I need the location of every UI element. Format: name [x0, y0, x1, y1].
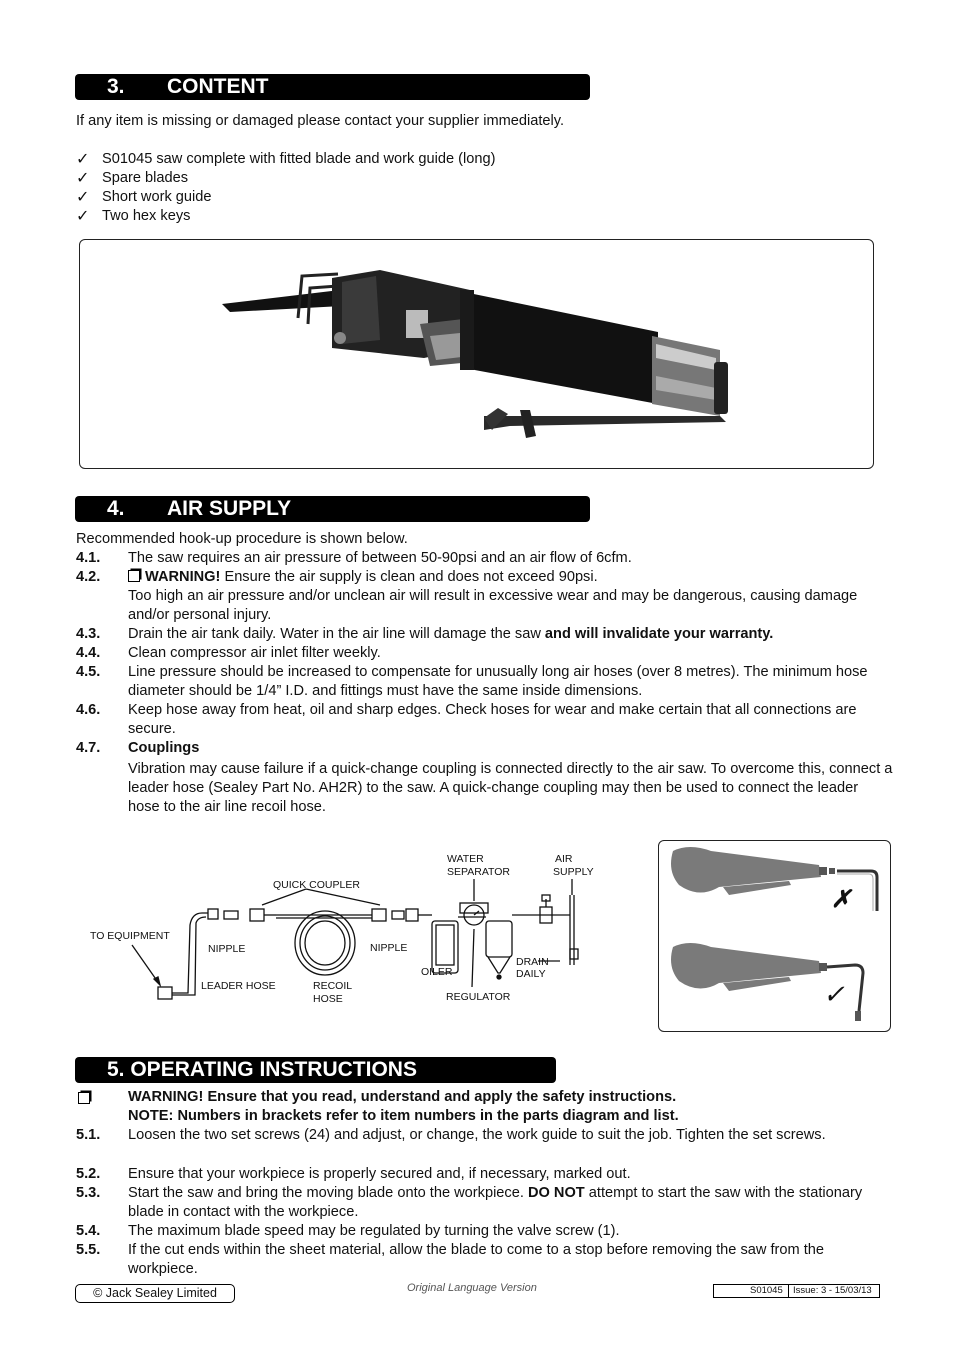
item-text: The saw requires an air pressure of between 50-90psi and an air flow of 6cfm. — [128, 550, 632, 566]
section-title: AIR SUPPLY — [167, 497, 292, 520]
label-recoil: RECOIL — [313, 980, 353, 992]
item-text: Vibration may cause failure if a quick-change coupling is connected directly to the air saw. To overcome this, connect a leader hose (Sealey Part No. AH2R) to the saw. A quick-change coupling may then be used to connect the leader hose to the air line recoil hose. — [128, 761, 893, 815]
section-title: CONTENT — [167, 75, 269, 98]
leader-hose-end — [158, 987, 172, 999]
label-air: AIR — [555, 853, 573, 865]
section-title: 5. OPERATING INSTRUCTIONS — [107, 1058, 417, 1081]
item-text-bold: and will invalidate your warranty. — [544, 626, 774, 642]
language-version-label: Original Language Version — [407, 1282, 537, 1294]
issue-date: Issue: 3 - 15/03/13 — [793, 1285, 872, 1296]
item-label: 5.2. — [76, 1166, 101, 1182]
label-nipple-left: NIPPLE — [208, 943, 246, 955]
item-label: 5.4. — [76, 1223, 101, 1239]
item-label: 4.6. — [76, 702, 101, 718]
note-text: NOTE: Numbers in brackets refer to item numbers in the parts diagram and list. — [128, 1108, 679, 1124]
item-text: Ensure that your workpiece is properly secured and, if necessary, marked out. — [128, 1166, 631, 1182]
item-text: Too high an air pressure and/or unclean air will result in excessive wear and may be dangerous, causing damage and/or personal injury. — [128, 588, 858, 623]
copyright-label: © Jack Sealey Limited — [75, 1284, 235, 1303]
section-3-intro: If any item is missing or damaged please contact your supplier immediately. — [76, 113, 565, 129]
air-saw-image — [80, 240, 873, 468]
item-text-plain: attempt to start the saw with the stationary blade in contact with the workpiece. — [128, 1185, 863, 1220]
cross-icon: ✗ — [831, 884, 852, 913]
check-icon: ✓ — [76, 208, 90, 225]
item-label: 4.1. — [76, 550, 101, 566]
label-separator: SEPARATOR — [447, 866, 511, 878]
tick-icon: ✓ — [823, 980, 845, 1010]
item-label: 5.5. — [76, 1242, 101, 1258]
warning-box-icon — [128, 570, 140, 582]
warning-text: Ensure the air supply is clean and does not exceed 90psi. — [220, 569, 598, 585]
item-text — [128, 1184, 893, 1222]
item-text: Loosen the two set screws (24) and adjust, or change, the work guide to suit the job. Tighten the set screws. — [128, 1127, 826, 1143]
item-text: The maximum blade speed may be regulated by turning the valve screw (1). — [128, 1223, 620, 1239]
warning-label: WARNING! — [145, 569, 221, 585]
label-oiler: OILER — [421, 966, 453, 978]
list-item: S01045 saw complete with fitted blade and work guide (long) — [102, 151, 496, 167]
section-number: 3. — [107, 75, 125, 98]
product-image-frame — [79, 239, 874, 469]
section-number: 4. — [107, 497, 125, 520]
label-water: WATER — [447, 853, 484, 865]
label-hose: HOSE — [313, 993, 343, 1005]
item-text-plain: Start the saw and bring the moving blade onto the workpiece. — [128, 1185, 528, 1201]
hookup-diagram — [80, 845, 620, 1015]
list-item: Two hex keys — [102, 208, 191, 224]
item-text-bold: DO NOT — [527, 1185, 585, 1201]
item-text: Line pressure should be increased to compensate for unusually long air hoses (over 8 metres). The minimum hose diameter should be 1/4” I.D. and fittings must have the same inside dimensions. — [128, 664, 868, 699]
list-item: Spare blades — [102, 170, 189, 186]
label-drain: DRAIN — [516, 956, 549, 968]
item-label: 4.7. — [76, 740, 101, 756]
check-icon: ✓ — [76, 170, 90, 187]
issue-box — [713, 1284, 880, 1298]
section-4-intro: Recommended hook-up procedure is shown below. — [76, 531, 408, 547]
model-number: S01045 — [750, 1285, 783, 1296]
section-5-header — [75, 1057, 556, 1083]
section-3-header — [75, 74, 590, 100]
item-label: 4.5. — [76, 664, 101, 680]
coupling-comparison-image — [659, 841, 890, 1031]
item-title: Couplings — [128, 740, 200, 756]
label-leader-hose: LEADER HOSE — [201, 980, 276, 992]
item-text: Clean compressor air inlet filter weekly. — [128, 645, 381, 661]
section-4-header — [75, 496, 590, 522]
item-label: 4.2. — [76, 569, 101, 585]
item-text — [128, 625, 893, 644]
item-label: 5.1. — [76, 1127, 101, 1143]
check-icon: ✓ — [76, 151, 90, 168]
warning-box-icon — [78, 1091, 95, 1107]
coupling-comparison-frame — [658, 840, 891, 1032]
item-label: 5.3. — [76, 1185, 101, 1201]
item-text-plain: Drain the air tank daily. Water in the air line will damage the saw — [128, 626, 545, 642]
item-text: If the cut ends within the sheet material, allow the blade to come to a stop before removing the saw from the workpiece. — [128, 1242, 825, 1277]
label-daily: DAILY — [516, 968, 546, 980]
item-text: Keep hose away from heat, oil and sharp edges. Check hoses for wear and make certain that all connections are secure. — [128, 702, 857, 737]
label-supply: SUPPLY — [553, 866, 594, 878]
check-icon: ✓ — [76, 189, 90, 206]
label-quick-coupler: QUICK COUPLER — [273, 879, 360, 891]
item-label: 4.4. — [76, 645, 101, 661]
item-text — [128, 568, 893, 587]
item-label: 4.3. — [76, 626, 101, 642]
warning-text: WARNING! Ensure that you read, understand and apply the safety instructions. — [128, 1089, 677, 1105]
label-nipple-right: NIPPLE — [370, 942, 408, 954]
list-item: Short work guide — [102, 189, 212, 205]
label-regulator: REGULATOR — [446, 991, 511, 1003]
label-to-equipment: TO EQUIPMENT — [90, 930, 170, 942]
